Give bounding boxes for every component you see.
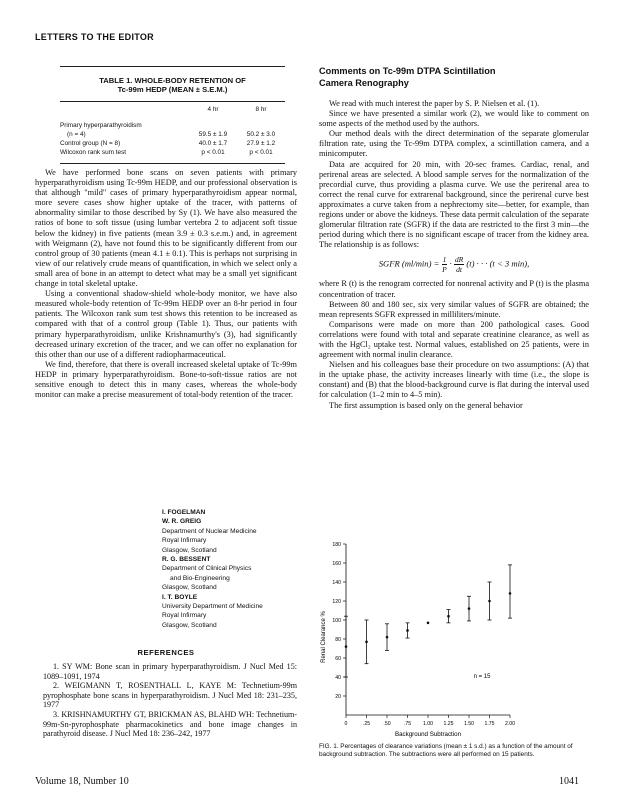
footer-page-number: 1041 — [559, 776, 579, 787]
author-name: W. R. GREIG — [162, 518, 202, 526]
fraction-numerator: 1 — [442, 255, 447, 265]
body-paragraph: Using a conventional shadow-shield whole-body monitor, we have also measured whole-body retention of Tc-99m HEDP over an 8-hr period in four patients. The Wilcoxon rank sum test shows this retention to be increased as compared with that of a control group (Table 1). Thus, our patients with primary hyperparathyroidism, unlike Krishnamurthy's (3), had significantly decreased urinary excretion of the tracer, and we can offer no explanation for this other than our use of a different radiopharmaceutical. — [35, 289, 297, 359]
chart-y-tick-label: 100 — [332, 618, 341, 624]
table-header-row — [60, 102, 285, 121]
affiliation-line: Glasgow, Scotland — [162, 621, 217, 629]
fraction-numerator: dR — [454, 255, 464, 265]
author-name: R. G. BESSENT — [162, 556, 211, 564]
body-paragraph: The first assumption is based only on the general behavior — [329, 400, 523, 410]
letter-title-line1: Comments on Tc-99m DTPA Scintillation — [319, 66, 496, 76]
table-row — [60, 148, 285, 157]
chart-annotation: n = 15 — [473, 674, 491, 680]
table-cell — [237, 121, 285, 130]
chart-y-tick-label: 40 — [335, 675, 341, 681]
chart-x-axis-label: Background Subtraction — [394, 731, 462, 738]
formula-fraction — [442, 255, 448, 274]
formula-left: SGFR (ml/min) = — [378, 258, 440, 269]
body-paragraph: We find, therefore, that there is overall increased skeletal uptake of Tc-99m HEDP in primary hyperparathyroidism. Bone-to-soft-tissue ratios are not sensitive enough to detect this in many cases, whereas the whole-body monitor can make a precise measurement of total-body retention of the tracer. — [35, 359, 297, 400]
affiliation-line: Royal Infirmary — [162, 537, 207, 545]
table-row-label: Primary hyperparathyroidism — [60, 122, 142, 129]
reference-item: 2. WEIGMANN T, ROSENTHALL L, KAYE M: Technetium-99m pyrophosphate bone scans in hyperparathyroidism. J Nucl Med 18: 231–235, 1977 — [43, 681, 297, 710]
table-title-line2: Tc-99m HEDP (MEAN ± S.E.M.) — [117, 85, 228, 94]
chart-data-point — [386, 636, 389, 639]
chart-x-tick-label: .75 — [403, 721, 412, 727]
chart-y-tick-label: 180 — [332, 542, 341, 548]
table-top-rule — [60, 66, 285, 67]
fraction-denominator: dt — [456, 265, 462, 275]
chart-data-point — [488, 600, 491, 603]
right-column-body — [319, 99, 589, 411]
chart-y-axis-label: Renal Clearance % — [321, 611, 327, 663]
chart-x-tick-label: .25 — [362, 721, 371, 727]
formula-fraction — [454, 255, 464, 274]
footer-volume: Volume 18, Number 10 — [35, 776, 129, 787]
formula-right: (t) · · · (t < 3 min), — [466, 258, 530, 269]
chart-data-point — [345, 645, 348, 648]
chart-y-tick-label: 60 — [335, 656, 341, 662]
table-cell: 59.5 ± 1.9 — [198, 131, 228, 138]
affiliation-line: and Bio-Engineering — [170, 574, 230, 582]
table-cell: 40.0 ± 1.7 — [198, 140, 228, 147]
body-paragraph: Nielsen and his colleagues base their procedure on two assumptions: (A) that in the uptake phase, the activity increases linearly with time (i.e., the slope is constant) and (B) that the blood-background curve is flat during the interval used for calculation (1–2 min to 4–5 min). — [319, 360, 589, 400]
table-cell: p < 0.01 — [249, 149, 273, 156]
body-paragraph: Data are acquired for 20 min, with 20-sec frames. Cardiac, renal, and perirenal areas are selected. A blood sample serves for the normalization of the precordial curve, thus providing a plasma curve. We use the perirenal area to correct the renal curve for extrarenal background, since the perirenal curve best approximates a curve taken from a nephrectomy site—better, for example, than regions under or above the kidneys. These data permit calculation of the separate glomerular filtration rate (SGFR) if the data are restricted to the first 3 min—the period during which there is no significant escape of tracer from the kidney area. The relationship is as follows: — [319, 159, 589, 250]
sgfr-formula: SGFR (ml/min) = $\frac{1}{P}$ · $\frac{dR}{dt}$ (t) · · · (t < 3 min), — [378, 255, 530, 275]
table-1 — [60, 66, 285, 164]
table-row — [60, 121, 285, 130]
table-cell — [189, 121, 237, 130]
author-name: I. FOGELMAN — [162, 509, 206, 516]
references-title: REFERENCES — [137, 648, 195, 657]
table-bottom-rule — [60, 163, 285, 164]
chart-x-tick-label: 1.75 — [484, 721, 495, 727]
body-paragraph: Comparisons were made on more than 200 pathological cases. Good correlations were found with total and separate creatinine clearance, as well as with the HgCl₂ uptake test. Normal values, established on 25 patients, were in agreement with normal inulin clearance. — [319, 319, 589, 360]
chart-y-tick-label: 80 — [335, 637, 341, 643]
affiliation-line: University Department of Medicine — [162, 603, 263, 611]
body-paragraph: where R (t) is the renogram corrected for nonrenal activity and P (t) is the plasma concentration of tracer. — [319, 279, 589, 299]
section-header: LETTERS TO THE EDITOR — [35, 32, 154, 42]
table-title-line1: TABLE 1. WHOLE-BODY RETENTION OF — [99, 76, 246, 85]
table-cell: p < 0.01 — [201, 149, 225, 156]
left-column-body — [35, 168, 297, 400]
table-cell: 50.2 ± 3.0 — [246, 131, 276, 138]
signature-block — [162, 508, 302, 630]
reference-item: 3. KRISHNAMURTHY GT, BRICKMAN AS, BLAHD WH: Technetium-99m-Sn-pyrophosphate pharmacokinetics and bone image changes in parathyroid disease. J Nucl Med 18: 236–242, 1977 — [43, 709, 297, 739]
chart-x-tick-label: 2.00 — [504, 721, 516, 727]
chart-y-tick-label: 160 — [332, 561, 341, 567]
references-list — [35, 662, 297, 739]
affiliation-line: Glasgow, Scotland — [162, 584, 217, 592]
body-paragraph: Between 80 and 180 sec, six very similar values of SGFR are obtained; the mean represents SGFR expressed in milliliters/minute. — [319, 299, 589, 319]
letter-title — [319, 66, 589, 89]
chart-data-point — [365, 641, 368, 644]
chart-x-tick-label: 1.00 — [422, 721, 434, 727]
table-row-label: Wilcoxon rank sum test — [60, 149, 127, 156]
chart-y-tick-label: 140 — [332, 580, 341, 586]
body-paragraph: Since we have presented a similar work (2), we would like to comment on some aspects of the method used by the authors. — [319, 109, 589, 129]
table-row-label: Control group (N = 8) — [60, 140, 121, 147]
chart-data-point — [509, 592, 512, 595]
chart-y-tick-label: 120 — [332, 599, 341, 605]
fraction-denominator: P — [442, 265, 447, 275]
affiliation-line: Department of Clinical Physics — [162, 565, 252, 573]
chart-data-point — [427, 622, 430, 625]
letter-title-line2: Camera Renography — [319, 77, 409, 88]
figure-1-chart — [310, 540, 520, 740]
reference-item: 1. SY WM: Bone scan in primary hyperparathyroidism. J Nucl Med 15: 1089–1091, 1974 — [43, 662, 297, 681]
chart-data-point — [468, 607, 471, 610]
chart-x-tick-label: 1.25 — [443, 721, 454, 727]
table-title — [60, 76, 285, 94]
table-row-label: (n = 4) — [67, 131, 86, 138]
chart-x-tick-label: 1.50 — [463, 721, 475, 727]
affiliation-line: Royal Infirmary — [162, 612, 207, 620]
chart-x-tick-label: 0 — [344, 721, 348, 727]
chart-data-point — [447, 615, 450, 618]
figure-caption: FIG. 1. Percentages of clearance variations (mean ± 1 s.d.) as a function of the amount of background subtraction. The subtractions were all performed on 15 patients. — [319, 743, 573, 759]
table-col-4hr: 4 hr — [207, 106, 219, 113]
table-row — [60, 130, 285, 139]
table-cell: 27.9 ± 1.2 — [246, 140, 276, 147]
chart-x-tick-label: .50 — [383, 721, 391, 727]
body-paragraph: We have performed bone scans on seven patients with primary hyperparathyroidism using Tc-99m HEDP, and our professional observation is that although "mild" cases of primary hyperparathyroidism appear normal, more severe cases show higher uptake of the tracer, with patterns of abnormality similar to those described by Sy (1). We have also measured the ratios of bone to soft tissue (using lumbar vertebra 2 to adjacent soft tissue below the kidney) in five patients (mean 3.9 ± 0.3 s.e.m.) and, in agreement with Weigmann (2), have not found this to be significantly different from our control group of 30 patients (mean 4.1 ± 0.1). This is perhaps not surprising in view of our relatively crude means of quantification, in which we select only a small area of bone in an attempt to detect what may be a small yet significant change in total skeletal uptake. — [35, 168, 297, 289]
chart-y-tick-label: 20 — [335, 694, 341, 700]
body-paragraph: Our method deals with the direct determination of the separate glomerular filtration rate, using the Tc-99m DTPA complex, a scintillation camera, and a minicomputer. — [319, 129, 589, 159]
affiliation-line: Glasgow, Scotland — [162, 546, 217, 554]
table-row — [60, 139, 285, 148]
body-paragraph: We read with much interest the paper by S. P. Nielsen et al. (1). — [329, 99, 540, 108]
table-grid — [60, 102, 285, 157]
table-col-8hr: 8 hr — [255, 106, 267, 113]
author-name: I. T. BOYLE — [162, 593, 198, 601]
affiliation-line: Department of Nuclear Medicine — [162, 527, 257, 535]
chart-data-point — [406, 629, 409, 632]
